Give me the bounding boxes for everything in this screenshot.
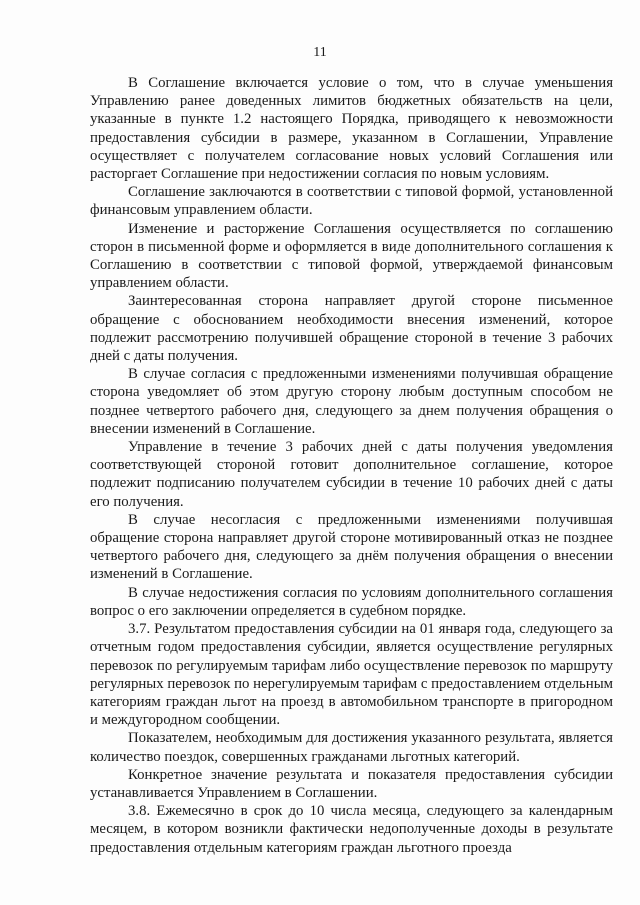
paragraph: Соглашение заключаются в соответствии с типовой формой, установленной финансовым управлением области. bbox=[90, 184, 613, 219]
paragraph: В случае несогласия с предложенными изменениями получившая обращение сторона направляет другой стороне мотивированный отказ не позднее четвертого рабочего дня, следующего за днём получения обращения о внесении изменений в Соглашение. bbox=[90, 511, 613, 583]
paragraph: Конкретное значение результата и показателя предоставления субсидии устанавливается Управлением в Соглашении. bbox=[90, 766, 613, 801]
paragraph: 3.8. Ежемесячно в срок до 10 числа месяца, следующего за календарным месяцем, в котором возникли фактически недополученные доходы в результате предоставления отдельным категориям граждан льготного проезда bbox=[90, 803, 613, 856]
paragraph: В случае согласия с предложенными изменениями получившая обращение сторона уведомляет об этом другую сторону любым доступным способом не позднее четвертого рабочего дня, следующего за днем получения обращения о внесении изменений в Соглашение. bbox=[90, 366, 613, 437]
paragraph: Изменение и расторжение Соглашения осуществляется по соглашению сторон в письменной форме и оформляется в виде дополнительного соглашения к Соглашению в соответствии с типовой формой, утверждаемой финансовым управлением области. bbox=[90, 220, 613, 292]
paragraph: В Соглашение включается условие о том, что в случае уменьшения Управлению ранее доведенных лимитов бюджетных обязательств на цели, указанные в пункте 1.2 настоящего Порядка, приводящего к невозможности предоставления субсидии в размере, указанном в Соглашении, Управление осуществляет с получателем согласование новых условий Соглашения или расторгает Соглашение при недостижении согласия по новым условиям. bbox=[90, 75, 613, 183]
paragraph: 3.7. Результатом предоставления субсидии на 01 января года, следующего за отчетным годом предоставления субсидии, является осуществление регулярных перевозок по регулируемым тарифам либо осуществление перевозок по маршруту регулярных перевозок по нерегулируемым тарифам с предоставлением отдельным категориям граждан льгот на проезд в автомобильном транспорте в пригородном и междугородном сообщении. bbox=[90, 621, 613, 729]
page-number: 11 bbox=[313, 45, 327, 60]
paragraph: В случае недостижения согласия по условиям дополнительного соглашения вопрос о его заключении определяется в судебном порядке. bbox=[90, 584, 613, 619]
document-body bbox=[90, 74, 613, 857]
paragraph: Управление в течение 3 рабочих дней с даты получения уведомления соответствующей стороной готовит дополнительное соглашение, которое подлежит подписанию получателем субсидии в течение 10 рабочих дней с даты его получения. bbox=[90, 439, 613, 510]
paragraph: Заинтересованная сторона направляет другой стороне письменное обращение с обоснованием необходимости внесения изменений, которое подлежит рассмотрению получившей обращение стороной в течение 3 рабочих дней с даты получения. bbox=[90, 293, 613, 365]
paragraph: Показателем, необходимым для достижения указанного результата, является количество поездок, совершенных гражданами льготных категорий. bbox=[90, 730, 613, 765]
